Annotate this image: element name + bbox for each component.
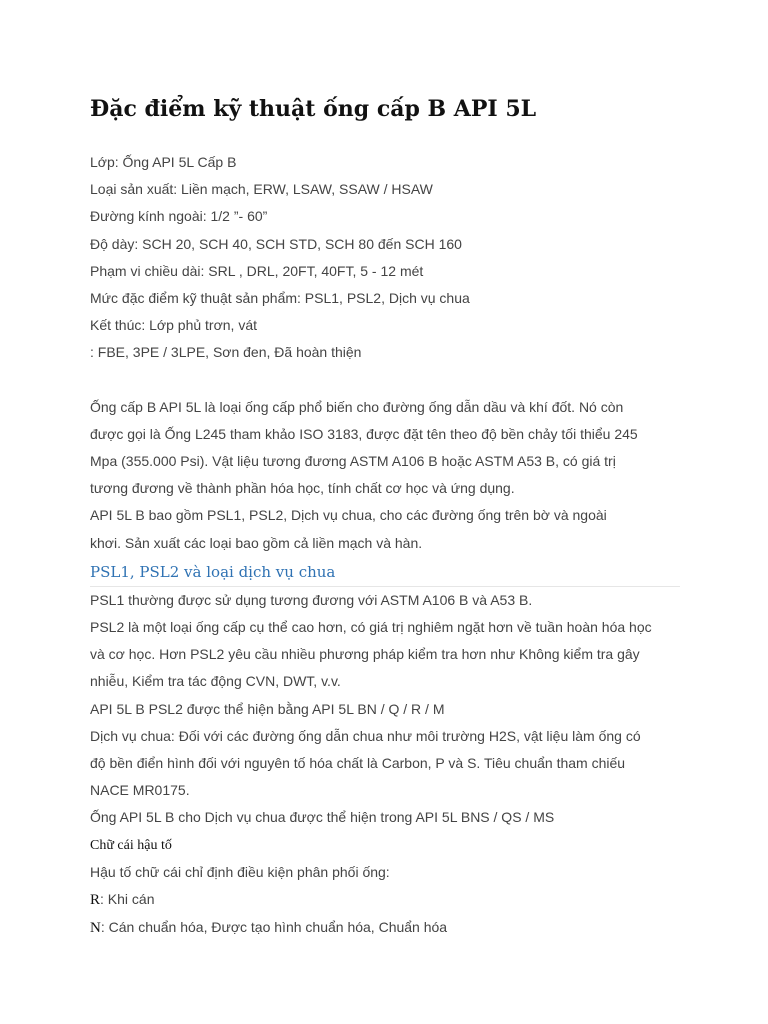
spec-line-manufacture: Loại sản xuất: Liền mạch, ERW, LSAW, SSAW / HSAW [90, 181, 433, 198]
spec-line-ends: Kết thúc: Lớp phủ trơn, vát [90, 317, 258, 334]
intro-line: Mpa (355.000 Psi). Vật liệu tương đương ASTM A106 B hoặc ASTM A53 B, có giá trị [90, 453, 616, 470]
suffix-intro: Hậu tố chữ cái chỉ định điều kiện phân phối ống: [90, 863, 390, 880]
suffix-letter: N [90, 920, 101, 937]
section-line: Ống API 5L B cho Dịch vụ chua được thể hiện trong API 5L BNS / QS / MS [90, 809, 555, 826]
suffix-list [90, 886, 690, 942]
suffix-heading: Chữ cái hậu tố [90, 837, 172, 853]
suffix-item-r [90, 886, 690, 914]
section-line: nhiễu, Kiểm tra tác động CVN, DWT, v.v. [90, 673, 341, 690]
spec-line-psl-level: Mức đặc điểm kỹ thuật sản phẩm: PSL1, PSL2, Dịch vụ chua [90, 290, 470, 307]
section-heading-psl: PSL1, PSL2 và loại dịch vụ chua [90, 559, 680, 587]
intro-line: được gọi là Ống L245 tham khảo ISO 3183, được đặt tên theo độ bền chảy tối thiểu 245 [90, 425, 638, 442]
intro-line: khơi. Sản xuất các loại bao gồm cả liền mạch và hàn. [90, 534, 423, 551]
suffix-text: : Cán chuẩn hóa, Được tạo hình chuẩn hóa, Chuẩn hóa [100, 919, 448, 936]
document-content [90, 93, 690, 942]
section-line: độ bền điển hình đối với nguyên tố hóa chất là Carbon, P và S. Tiêu chuẩn tham chiếu [90, 755, 626, 772]
section-body [90, 587, 690, 832]
document-title: Đặc điểm kỹ thuật ống cấp B API 5L [90, 96, 537, 122]
section-line: API 5L B PSL2 được thể hiện bằng API 5L BN / Q / R / M [90, 700, 445, 717]
spec-list [90, 149, 690, 367]
section-line: PSL1 thường được sử dụng tương đương với ASTM A106 B và A53 B. [90, 591, 533, 608]
spec-line-coating: : FBE, 3PE / 3LPE, Sơn đen, Đã hoàn thiện [90, 344, 362, 361]
spec-line-grade: Lớp: Ống API 5L Cấp B [90, 154, 237, 170]
intro-line: Ống cấp B API 5L là loại ống cấp phổ biến cho đường ống dẫn dầu và khí đốt. Nó còn [90, 398, 624, 415]
suffix-letter: R [90, 891, 101, 908]
suffix-text: : Khi cán [100, 890, 155, 907]
intro-paragraph [90, 394, 690, 557]
spec-line-thickness: Độ dày: SCH 20, SCH 40, SCH STD, SCH 80 đến SCH 160 [90, 235, 462, 252]
spec-line-outer-diameter: Đường kính ngoài: 1/2 ”- 60” [90, 208, 268, 225]
paragraph-spacer [90, 367, 690, 394]
section-line: Dịch vụ chua: Đối với các đường ống dẫn chua như môi trường H2S, vật liệu làm ống có [90, 727, 641, 744]
intro-line: API 5L B bao gồm PSL1, PSL2, Dịch vụ chua, cho các đường ống trên bờ và ngoài [90, 507, 607, 524]
spec-line-length: Phạm vi chiều dài: SRL , DRL, 20FT, 40FT, 5 - 12 mét [90, 262, 424, 279]
suffix-item-n [90, 914, 690, 942]
section-line: NACE MR0175. [90, 782, 190, 799]
section-line: PSL2 là một loại ống cấp cụ thể cao hơn, có giá trị nghiêm ngặt hơn về tuần hoàn hóa học [90, 619, 652, 636]
intro-line: tương đương về thành phần hóa học, tính chất cơ học và ứng dụng. [90, 480, 515, 497]
section-line: và cơ học. Hơn PSL2 yêu cầu nhiều phương pháp kiểm tra hơn như Không kiểm tra gây [90, 646, 640, 663]
